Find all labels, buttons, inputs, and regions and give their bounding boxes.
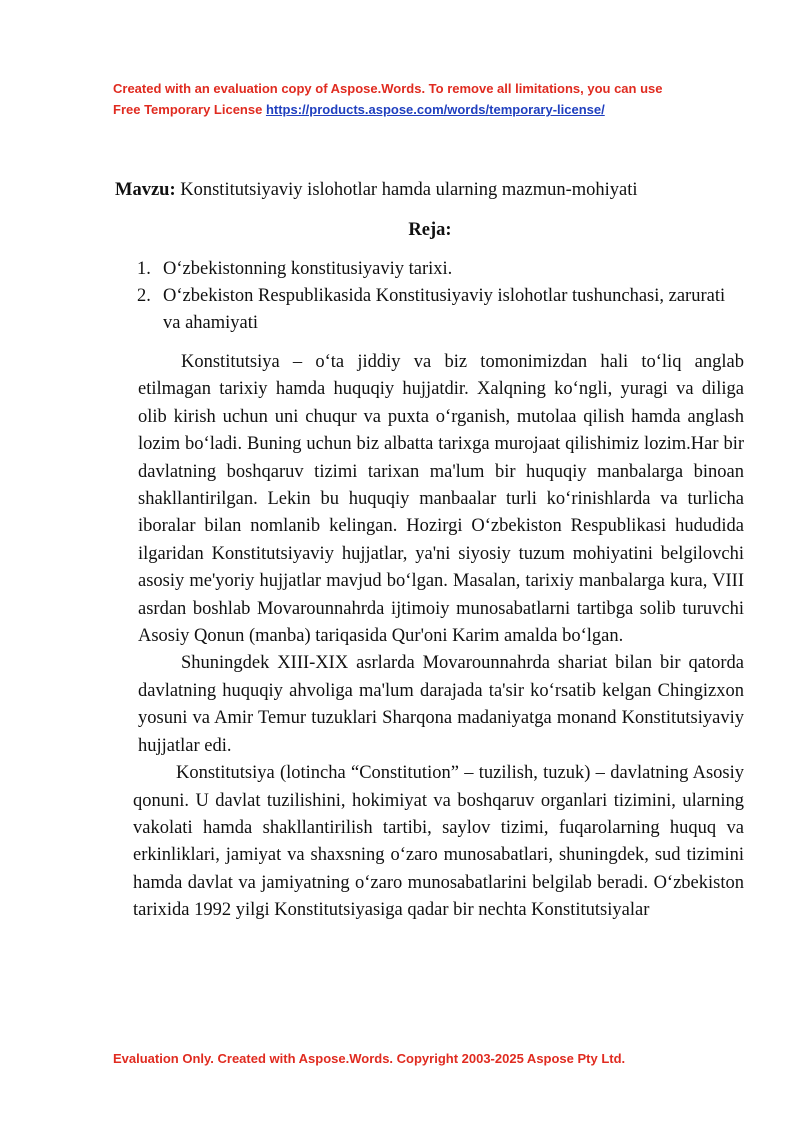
body-paragraph: Shuningdek XIII-XIX asrlarda Movarounnahrda shariat bilan bir qatorda davlatning huquqiy ahvoliga ma'lum darajada ta'sir ko‘rsatib kelgan Chingizxon yosuni va Amir Temur tuzuklari Sharqona madaniyatga monand Konstitutsiyaviy hujjatlar edi. bbox=[138, 653, 744, 756]
document-title bbox=[115, 180, 775, 201]
title-label: Mavzu: bbox=[115, 180, 176, 200]
plan-item-number: 1. bbox=[137, 259, 151, 279]
document-body bbox=[133, 349, 744, 925]
free-license-label: Free Temporary License bbox=[113, 102, 266, 117]
evaluation-notice-line2 bbox=[113, 99, 753, 120]
plan-item bbox=[137, 256, 745, 283]
body-paragraph: Konstitutsiya (lotincha “Constitution” – tuzilish, tuzuk) – davlatning Asosiy qonuni. U davlat tuzilishini, hokimiyat va boshqaruv organlari tizimini, ularning vakolati hamda shakllantirilish tartibi, saylov tizimi, fuqarolarning huquq va erkinliklari, jamiyat va shaxsning o‘zaro munosabatlari, shuningdek, sud tizimini hamda davlat va jamiyatning o‘zaro munosabatlarini belgilab beradi. O‘zbekiston tarixida 1992 yilgi Konstitutsiyasiga qadar bir nechta Konstitutsiyalar bbox=[133, 763, 744, 921]
plan-item-number: 2. bbox=[137, 286, 151, 306]
evaluation-notice-header bbox=[113, 78, 753, 120]
plan-item bbox=[137, 283, 745, 337]
evaluation-notice-footer: Evaluation Only. Created with Aspose.Words. Copyright 2003-2025 Aspose Pty Ltd. bbox=[113, 1051, 626, 1066]
plan-item-text: O‘zbekistonning konstitusiyaviy tarixi. bbox=[163, 259, 453, 279]
evaluation-notice-line1: Created with an evaluation copy of Aspose.Words. To remove all limitations, you can use bbox=[113, 81, 663, 96]
plan-heading: Reja: bbox=[408, 220, 452, 240]
title-text: Konstitutsiyaviy islohotlar hamda ularning mazmun-mohiyati bbox=[175, 180, 638, 200]
body-paragraph: Konstitutsiya – o‘ta jiddiy va biz tomonimizdan hali to‘liq anglab etilmagan tarixiy hamda huquqiy hujjatdir. Xalqning ko‘ngli, yuragi va diliga olib kirish uchun uni chuqur va puxta o‘rganish, mutolaa qilish hamda anglash lozim bo‘ladi. Buning uchun biz albatta tarixga murojaat qilishimiz lozim.Har bir davlatning boshqaruv tizimi tarixan ma'lum bir huquqiy manbalarga binoan shakllantirilgan. Lekin bu huquqiy manbaalar turli ko‘rinishlarda va turlicha iboralar bilan nomlanib kelingan. Hozirgi O‘zbekiston Respublikasi hududida ilgaridan Konstitutsiyaviy hujjatlar, ya'ni siyosiy tuzum mohiyatini belgilovchi asosiy me'yoriy hujjatlar mavjud bo‘lgan. Masalan, tarixiy manbalarga kura, VIII asrdan boshlab Movarounnahrda ijtimoiy munosabatlarni tartibga solib turuvchi Asosiy Qonun (manba) tariqasida Qur'oni Karim amalda bo‘lgan. bbox=[138, 352, 744, 647]
plan-item-text: O‘zbekiston Respublikasida Konstitusiyaviy islohotlar tushunchasi, zarurati va ahamiyati bbox=[163, 286, 726, 333]
plan-list bbox=[137, 256, 745, 337]
temporary-license-link[interactable]: https://products.aspose.com/words/temporary-license/ bbox=[265, 102, 605, 117]
